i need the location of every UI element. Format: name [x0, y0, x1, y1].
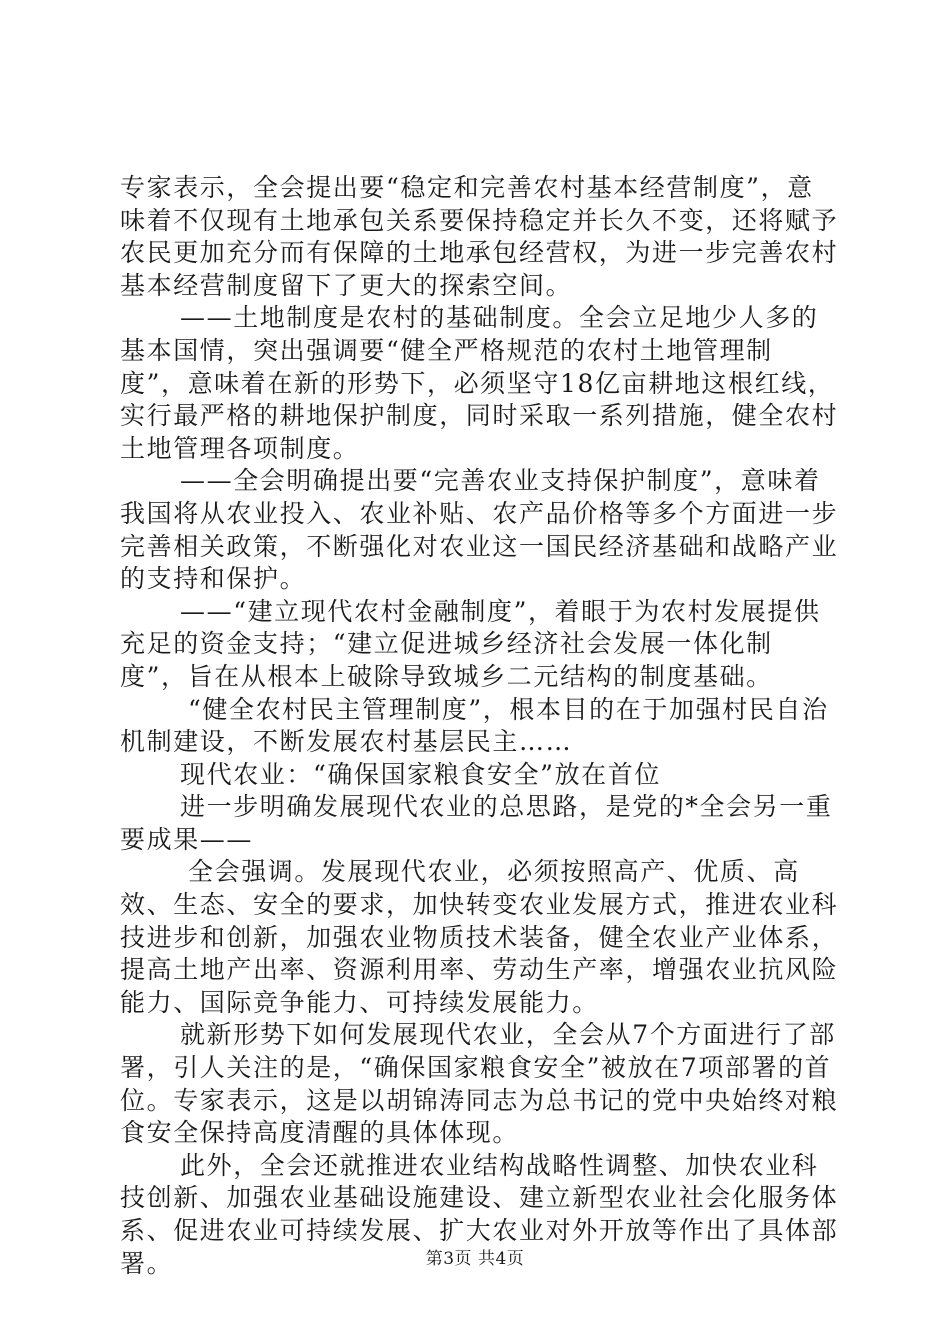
paragraph-7: 全会强调。发展现代农业，必须按照高产、优质、高效、生态、安全的要求，加快转变农业发展方式，推进农业科技进步和创新，加强农业物质技术装备，健全农业产业体系，提高土地产出率、资源利用率、劳动生产率，增强农业抗风险能力、国际竞争能力、可持续发展能力。	[120, 857, 839, 1017]
paragraph-1: 专家表示，全会提出要“稳定和完善农村基本经营制度”，意味着不仅现有土地承包关系要保持稳定并长久不变，还将赋予农民更加充分而有保障的土地承包经营权，为进一步完善农村基本经营制度留下了更大的探索空间。	[120, 173, 839, 300]
paragraph-8: 就新形势下如何发展现代农业，全会从7个方面进行了部署，引人关注的是，“确保国家粮食安全”被放在7项部署的首位。专家表示，这是以胡锦涛同志为总书记的党中央始终对粮食安全保持高度清醒的具体体现。	[120, 1020, 839, 1148]
paragraph-2: ——土地制度是农村的基础制度。全会立足地少人多的基本国情，突出强调要“健全严格规范的农村土地管理制度”，意味着在新的形势下，必须坚守18亿亩耕地这根红线，实行最严格的耕地保护制度，同时采取一系列措施，健全农村土地管理各项制度。	[120, 303, 839, 463]
paragraph-6: 进一步明确发展现代农业的总思路，是党的*全会另一重要成果——	[120, 792, 833, 854]
page-footer: 第3页 共4页	[425, 1249, 525, 1269]
section-heading: 现代农业：“确保国家粮食安全”放在首位	[180, 759, 661, 789]
paragraph-9: 此外，全会还就推进农业结构战略性调整、加快农业科技创新、加强农业基础设施建设、建立新型农业社会化服务体系、促进农业可持续发展、扩大农业对外开放等作出了具体部署。	[120, 1150, 839, 1278]
paragraph-5: “健全农村民主管理制度”，根本目的在于加强村民自治机制建设，不断发展农村基层民主……	[120, 694, 829, 757]
document-body	[120, 172, 840, 1280]
paragraph-3: ——全会明确提出要“完善农业支持保护制度”，意味着我国将从农业投入、农业补贴、农产品价格等多个方面进一步完善相关政策，不断强化对农业这一国民经济基础和战略产业的支持和保护。	[120, 466, 839, 594]
paragraph-4: ——“建立现代农村金融制度”，着眼于为农村发展提供充足的资金支持；“建立促进城乡经济社会发展一体化制度”，旨在从根本上破除导致城乡二元结构的制度基础。	[120, 596, 821, 691]
